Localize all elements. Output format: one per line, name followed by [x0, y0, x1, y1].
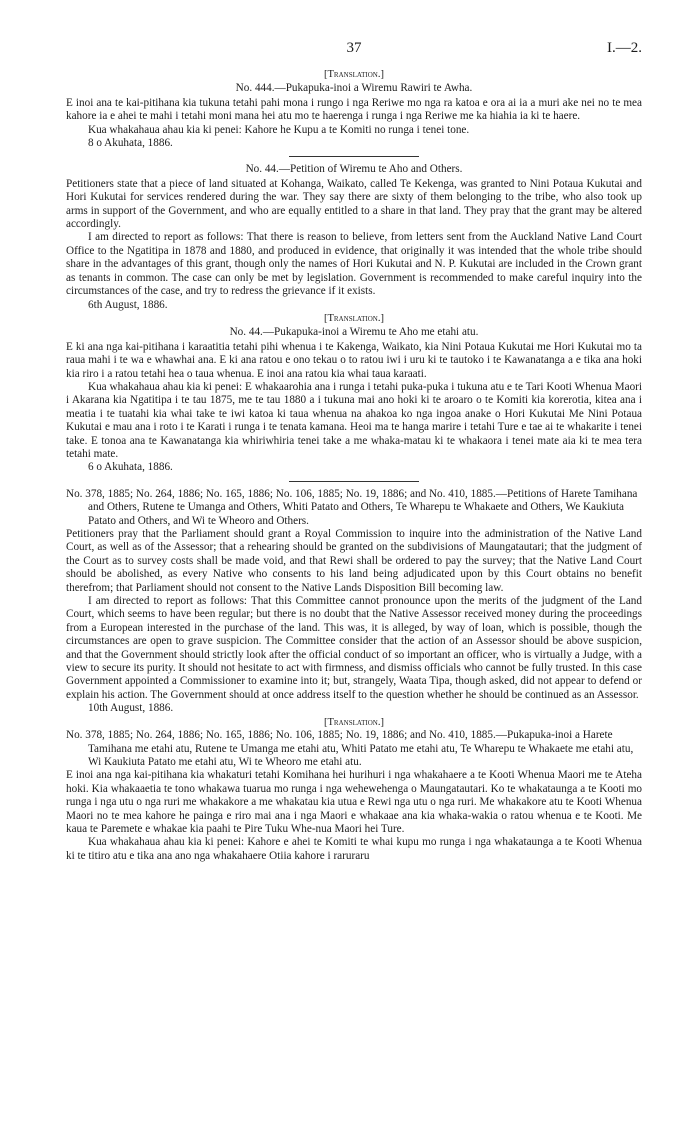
committee-report: Kua whakahaua ahau kia ki penei: E whakaarohia ana i runga i tetahi puka-puka i tukuna atu e te Tari Kooti Whenua Maori i Akarana kia Ngatitipa i te tau 1875, me te tau 1880 a i tukuna mai ano hoki ki te aroaro o te Komiti kia korerotia, kitea ana i meatia i te tuatahi kia whai take te iwi katoa ki taua whenua na ahakoa ko nga ingoa anake o Hori Kukutai Me Nini Potaua Kukutai e mau ana i roto i te Karati i runga i te tenata kamana. Heoi ma te hanga marire i tetahi Ture e tae ai te whakarite i tenei take. E tonoa ana te Kawanatanga kia whiriwhiria tenei take a me whaka-matau ki te whakaora i tenei mate aia ki te mea tera tetahi mate.: [66, 380, 642, 460]
report-date: 10th August, 1886.: [88, 702, 174, 715]
petition-title: No. 444.—Pukapuka-inoi a Wiremu Rawiri te Awha.: [235, 82, 473, 95]
petition-title: No. 44.—Pukapuka-inoi a Wiremu te Aho me etahi atu.: [229, 326, 479, 339]
page-number: 37: [346, 40, 362, 56]
petition-body: E inoi ana te kai-pitihana kia tukuna tetahi pahi mona i rungo i nga Reriwe mo nga ra katoa e ora ai ia a muri ake nei no te mea kahore ia e ahei te mahi i tetahi moni mana hei atu mo te haerenga i runga i nga Reriwe me ka hiahia ia ki te haere.: [66, 96, 642, 123]
running-header: [66, 42, 642, 62]
translation-label: [Translation.]: [324, 312, 384, 324]
report-date: 6 o Akuhata, 1886.: [88, 461, 173, 474]
petition-444-translation: [66, 68, 642, 150]
petition-44-english: [66, 163, 642, 311]
petition-body: E ki ana nga kai-pitihana i karaatitia tetahi pihi whenua i te Kakenga, Waikato, kia Nini Potaua Kukutai me Hori Kukutai mo ta raua mahi i te wa e whawhai ana. E ki ana ratou e ono tekau o to ratou iwi i uru ki te tautoko i te Kawanatanga a e tika ana hoki kia riro i a ratou tetahi hea o taua whenua. E inoi ana ratou kia whai taua karaati.: [66, 340, 642, 380]
petition-title: No. 378, 1885; No. 264, 1886; No. 165, 1886; No. 106, 1885; No. 19, 1886; and No. 410, 1885.—Pukapuka-inoi a Harete Tamihana me etahi atu, Rutene te Umanga me etahi atu, Whiti Patato me etahi atu, Te Wharepu te Whakaete me etahi atu, Wi Kaukiuta Patato me etahi atu, Wi te Wheoro me etahi atu.: [66, 729, 634, 768]
report-date: 6th August, 1886.: [88, 298, 168, 311]
report-date: 8 o Akuhata, 1886.: [88, 137, 173, 150]
translation-label: [Translation.]: [324, 716, 384, 728]
committee-report: Kua whakahaua ahau kia ki penei: Kahore e ahei te Komiti te whai kupu mo runga i nga whakataunga a te Kooti Whenua ki te titiro atu e tika ana ano nga whakahaere Otiia kahore i raruraru: [66, 836, 642, 862]
section-divider: [289, 156, 419, 157]
petition-title: No. 378, 1885; No. 264, 1886; No. 165, 1886; No. 106, 1885; No. 19, 1886; and No. 410, 1885.—Petitions of Harete Tamihana and Others, Rutene te Umanga and Others, Whiti Patato and Others, Te Wharepu te Whakaete and Others, We Kaukiuta Patato and Others, and Wi te Wheoro and Others.: [66, 487, 638, 527]
document-reference: I.—2.: [607, 40, 642, 56]
petition-378-translation: [66, 716, 642, 863]
petition-44-translation: [66, 312, 642, 475]
petition-body: Petitioners state that a piece of land situated at Kohanga, Waikato, called Te Kekenga, was granted to Nini Potaua Kukutai and Hori Kukutai for services rendered during the war. They say there are sixty of them belonging to the tribe, who also took up arms in support of the Government, and who are equally entitled to a share in that land. They pray that the grant may be altered accordingly.: [66, 177, 642, 231]
petition-body: Petitioners pray that the Parliament should grant a Royal Commission to inquire into the administration of the Native Land Court, as well as of the Assessor; that a rehearing should be granted on the subdivisions of Maungatautari; that the judgment of the Court as to survey costs shall be made void, and that Rewi shall be ordered to pay the survey; that the Native Land Court should be abolished, as every Native who consents to his land being adjudicated upon by this Court obtains no benefit therefrom; that Parliament should not consent to the Native Lands Disposition Bill becoming law.: [66, 528, 642, 594]
section-divider: [289, 481, 419, 482]
committee-report: I am directed to report as follows: That there is reason to believe, from letters sent from the Auckland Native Land Court Office to the Ngatitipa in 1878 and 1880, and produced in evidence, that originally it was intended that the whole tribe should share in the advantages of this grant, though only the names of Hori Kukutai and N. P. Kukutai are included in the Crown grant as tenants in common. The case can only be met by legislation. Government is recommended to make careful inquiry into the circumstances of the case, and try to redress the grievance if it exists.: [66, 231, 642, 298]
petition-title: No. 44.—Petition of Wiremu te Aho and Others.: [245, 163, 463, 176]
translation-label: [Translation.]: [324, 69, 384, 80]
committee-report: I am directed to report as follows: That this Committee cannot pronounce upon the merits of the judgment of the Land Court, which seems to have been regular; but there is no doubt that the Native Assessor received money during the proceedings from a European interested in the purchase of the land. This was, it is alleged, by way of loan, which is possible, though the circumstances are open to grave suspicion. The Committee consider that the action of an Assessor should be above suspicion, and that the Government should strictly look after the official conduct of so important an officer, who is virtually a Judge, with a view to secure its purity. It should not hesitate to act with firmness, and dismiss officials who cannot be fully trusted. In this case Government appointed a Commissioner to examine into it; but, strangely, Waata Tipa, though asked, did not appear to defend or explain his action. The Government should at once address itself to the question whether he should be continued as an Assessor.: [66, 595, 642, 701]
petition-body: E inoi ana nga kai-pitihana kia whakaturi tetahi Komihana hei hurihuri i nga whakahaere a te Kooti Whenua Maori me te Ateha hoki. Kia whakaaetia te tono whakawa tuarua mo runga i nga wehewehenga o Maungatautari. Ko te whakataunga a te Kooti mo runga i nga utu o nga ruri me whakakore a me whakatau kia utua e Rewi nga utu o nga ruri. Me whakakore atu te Kooti Whenua Maori no te mea kahore he painga e riro mai ana i nga Maori e whakaae ana kia whaka-wakia o ratou whenua e te Kooti. Me kaua te Paremete e whakae kia paahi te Pire Tuku Whe-nua Maori hei Ture.: [66, 769, 642, 835]
petition-378-english: [66, 488, 642, 716]
committee-report: Kua whakahaua ahau kia ki penei: Kahore he Kupu a te Komiti no runga i tenei tone.: [88, 123, 470, 136]
